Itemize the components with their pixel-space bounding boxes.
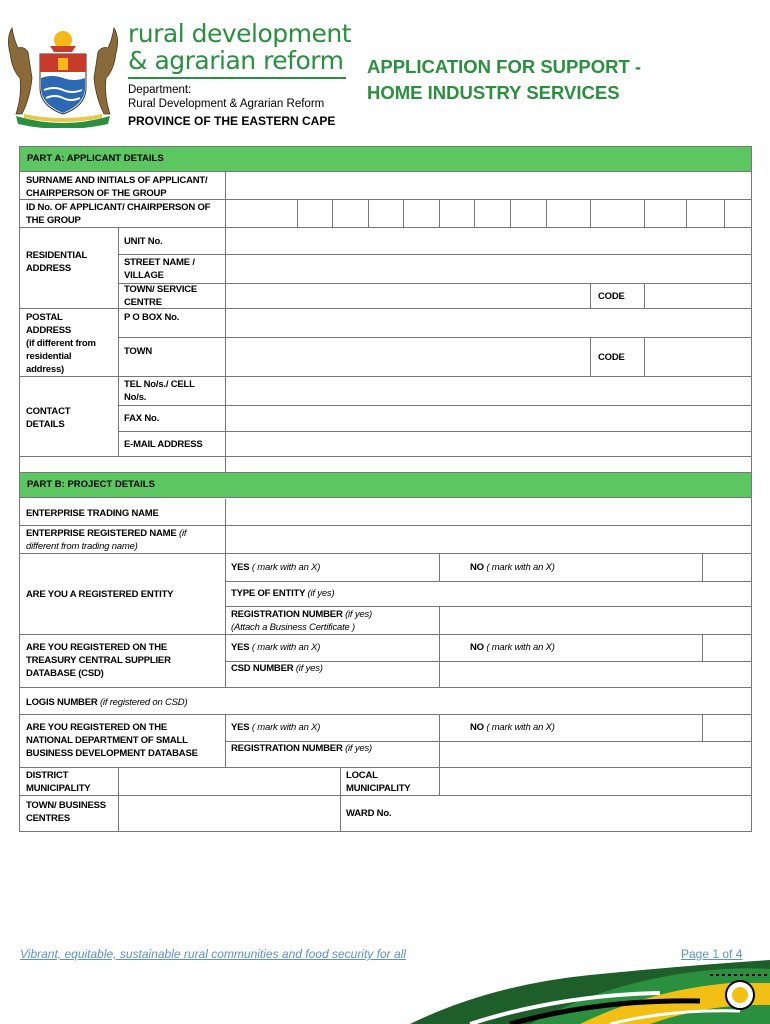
part-b-heading: PART B: PROJECT DETAILS [27, 479, 155, 490]
surname-label-line1: SURNAME AND INITIALS OF APPLICANT/ [26, 175, 208, 186]
csd-number-label [231, 662, 323, 675]
contact-line2: DETAILS [26, 419, 65, 430]
sbd-no-label: NO [470, 722, 484, 733]
registered-entity-label: ARE YOU A REGISTERED ENTITY [26, 589, 174, 600]
title-line-1: APPLICATION FOR SUPPORT - [367, 56, 642, 77]
sbd-yes-note: ( mark with an X) [251, 722, 321, 733]
town-field[interactable] [226, 338, 589, 375]
district-municipality-label [26, 769, 90, 795]
yes-note: ( mark with an X) [251, 562, 321, 573]
csd-yes [231, 641, 320, 654]
code-field-2[interactable] [645, 338, 750, 375]
csd-line2: TREASURY CENTRAL SUPPLIER [26, 655, 171, 666]
street-name-field[interactable] [226, 255, 750, 282]
reg-number-note: (if yes) [345, 609, 372, 620]
po-box-label: P O BOX No. [124, 312, 180, 323]
sbd-no [470, 721, 555, 734]
yes-label: YES [231, 562, 250, 573]
tel-cell-field[interactable] [226, 377, 750, 404]
postal-line5: address) [26, 364, 65, 375]
local-line1: LOCAL [346, 770, 378, 781]
csd-line3: DATABASE (CSD) [26, 668, 104, 679]
csd-no [470, 641, 555, 654]
csd-yes-note: ( mark with an X) [251, 642, 321, 653]
fax-label: FAX No. [124, 413, 160, 424]
trading-name-label: ENTERPRISE TRADING NAME [26, 508, 159, 519]
email-field[interactable] [226, 432, 750, 455]
postal-line2: ADDRESS [26, 325, 72, 336]
csd-no-label: NO [470, 642, 484, 653]
code-label: CODE [598, 291, 625, 302]
csd-yes-label: YES [231, 642, 250, 653]
reg-number2-text: REGISTRATION NUMBER [231, 743, 343, 754]
footer-landscape-artwork [410, 955, 770, 1024]
part-a-heading: PART A: APPLICANT DETAILS [27, 153, 164, 164]
brand-divider [128, 77, 346, 79]
town-service-line1: TOWN/ SERVICE [124, 284, 198, 295]
tel-line2: No/s. [124, 392, 147, 403]
registered-name-label [26, 527, 186, 553]
type-entity-text: TYPE OF ENTITY [231, 588, 306, 599]
logis-number-label [26, 696, 187, 709]
no-label: NO [470, 562, 484, 573]
po-box-field[interactable] [226, 309, 750, 336]
local-municipality-label [346, 769, 410, 795]
street-line2: VILLAGE [124, 270, 164, 281]
registration-number-label [231, 608, 372, 634]
tel-line1: TEL No/s./ CELL [124, 379, 195, 390]
part-a-header [20, 147, 751, 172]
csd-number-text: CSD NUMBER [231, 663, 294, 674]
postal-line4: residential [26, 351, 72, 362]
part-b-header [20, 473, 751, 498]
page-number: Page 1 of 4 [681, 947, 743, 961]
provincial-coat-of-arms-logo [2, 18, 124, 128]
surname-label-line2: CHAIRPERSON OF THE GROUP [26, 188, 167, 199]
surname-field[interactable] [226, 172, 750, 198]
logis-number-field[interactable] [226, 688, 750, 713]
csd-line1: ARE YOU REGISTERED ON THE [26, 642, 168, 653]
ward-no-label: WARD No. [346, 808, 392, 819]
sbd-no-box[interactable] [703, 715, 750, 740]
registration-number-field[interactable] [440, 607, 750, 633]
reg-number-text: REGISTRATION NUMBER [231, 609, 343, 620]
fax-field[interactable] [226, 406, 750, 430]
sbd-line1: ARE YOU REGISTERED ON THE [26, 722, 168, 733]
surname-label [26, 174, 207, 200]
townbiz-line2: CENTRES [26, 813, 70, 824]
postal-address-label [26, 311, 96, 376]
unit-no-field[interactable] [226, 228, 750, 253]
town-service-field[interactable] [226, 284, 589, 307]
postal-line3: (if different from [26, 338, 96, 349]
registered-name-note-2: different from trading name) [26, 541, 138, 552]
postal-line1: POSTAL [26, 312, 63, 323]
no-note: ( mark with an X) [486, 562, 555, 573]
brand-line-2: & agrarian reform [128, 46, 344, 75]
email-label: E-MAIL ADDRESS [124, 439, 203, 450]
district-municipality-field[interactable] [119, 768, 339, 794]
sbd-registration-number-label [231, 742, 372, 755]
sbd-yes [231, 721, 320, 734]
document-title [367, 54, 641, 106]
tel-cell-label [124, 378, 195, 404]
contact-line1: CONTACT [26, 406, 71, 417]
street-line1: STREET NAME / [124, 257, 195, 268]
registered-name-field[interactable] [226, 526, 750, 552]
local-line2: MUNICIPALITY [346, 783, 411, 794]
sbd-yes-label: YES [231, 722, 250, 733]
trading-name-field[interactable] [226, 500, 750, 524]
csd-yes-box[interactable] [440, 635, 460, 660]
brand-line-1: rural development [128, 19, 352, 48]
csd-no-box[interactable] [703, 635, 750, 660]
entity-yes-box[interactable] [440, 554, 460, 580]
code-label-2: CODE [598, 352, 625, 363]
reg-number2-note: (if yes) [345, 743, 372, 754]
district-line2: MUNICIPALITY [26, 783, 91, 794]
logis-text: LOGIS NUMBER [26, 697, 98, 708]
sbd-yes-box[interactable] [440, 715, 460, 740]
registered-entity-no [470, 561, 555, 574]
residential-address-label [26, 249, 87, 275]
town-business-centres-field[interactable] [119, 796, 339, 830]
type-of-entity-field[interactable] [440, 582, 750, 605]
application-form [19, 146, 752, 832]
logis-note: (if registered on CSD) [99, 697, 188, 708]
town-service-centre-label [124, 283, 197, 309]
registered-name-note-1: (if [178, 528, 187, 539]
department-label-text: Department: [128, 84, 192, 96]
id-label-line2: THE GROUP [26, 215, 81, 226]
townbiz-line1: TOWN/ BUSINESS [26, 800, 106, 811]
local-municipality-field[interactable] [440, 768, 750, 794]
id-label-line1: ID No. OF APPLICANT/ CHAIRPERSON OF [26, 202, 211, 213]
id-number-boxes[interactable] [226, 200, 750, 226]
sbd-no-note: ( mark with an X) [486, 722, 555, 733]
contact-details-label [26, 405, 70, 431]
ward-no-field[interactable] [440, 796, 750, 830]
sbd-line2: NATIONAL DEPARTMENT OF SMALL [26, 735, 188, 746]
province-name: PROVINCE OF THE EASTERN CAPE [128, 114, 336, 128]
town-service-line2: CENTRE [124, 297, 162, 308]
id-number-label [26, 201, 210, 227]
department-label [128, 83, 324, 111]
department-name: Rural Development & Agrarian Reform [128, 98, 325, 110]
footer-slogan: Vibrant, equitable, sustainable rural communities and food security for all [20, 947, 406, 961]
csd-no-note: ( mark with an X) [486, 642, 555, 653]
town-label: TOWN [124, 346, 153, 357]
type-entity-note: (if yes) [307, 588, 335, 599]
entity-no-box[interactable] [703, 554, 750, 580]
residential-line2: ADDRESS [26, 263, 72, 274]
town-business-centres-label [26, 799, 106, 825]
registered-entity-yes [231, 561, 320, 574]
csd-number-note: (if yes) [295, 663, 323, 674]
csd-question-label [26, 641, 171, 680]
csd-number-field[interactable] [440, 662, 750, 686]
street-name-label [124, 256, 195, 282]
sbd-line3: BUSINESS DEVELOPMENT DATABASE [26, 748, 198, 759]
reg-attach-note: (Attach a Business Certificate ) [231, 622, 356, 633]
type-of-entity-label [231, 587, 334, 600]
sbd-question-label [26, 721, 198, 760]
district-line1: DISTRICT [26, 770, 69, 781]
registered-name-text: ENTERPRISE REGISTERED NAME [26, 528, 177, 539]
title-line-2: HOME INDUSTRY SERVICES [367, 82, 620, 103]
unit-no-label: UNIT No. [124, 236, 163, 247]
code-field[interactable] [645, 284, 750, 307]
sbd-registration-number-field[interactable] [440, 742, 750, 766]
residential-line1: RESIDENTIAL [26, 250, 88, 261]
